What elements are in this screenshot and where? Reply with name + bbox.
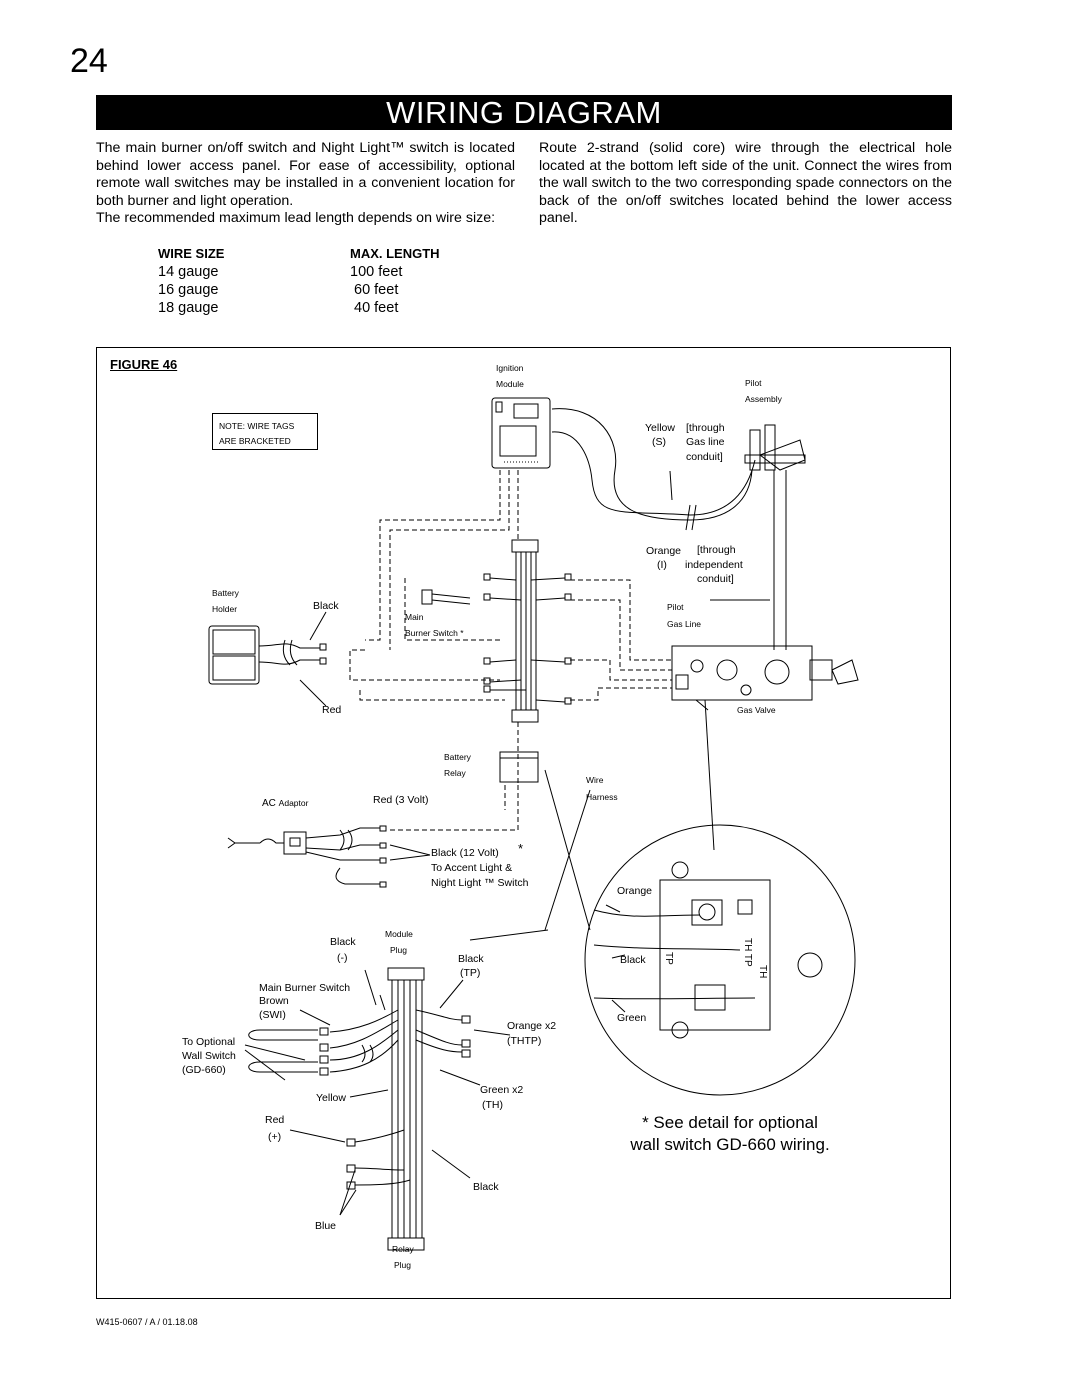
gas-valve-icon [672, 646, 858, 700]
conduit-label: conduit] [686, 451, 723, 463]
module-plug-label: Plug [390, 945, 408, 955]
i-label: (I) [657, 559, 667, 571]
detail-orange-label: Orange [617, 885, 653, 897]
mp-black2-label: Black [458, 953, 484, 965]
pilot-gas-line-label: Pilot [667, 602, 684, 612]
mp-tp-label: (TP) [460, 967, 481, 979]
red-label: Red [322, 704, 342, 716]
detail-black-label: Black [620, 954, 646, 966]
module-plug-label: Module [385, 929, 413, 939]
s-label: (S) [652, 436, 666, 448]
note-line: ARE BRACKETED [219, 436, 291, 446]
detail-tp-label: TP [663, 952, 674, 965]
wire-size-cell: 14 gauge [158, 264, 219, 280]
accent-light-label: To Accent Light & [431, 862, 513, 874]
ignition-module-label: Module [496, 379, 524, 389]
wire-size-header: WIRE SIZE [158, 246, 225, 261]
detail-thtp-label: TH TP [742, 938, 753, 967]
main-burner-switch-icon [422, 590, 470, 604]
asterisk-label: * [518, 841, 524, 856]
intro-left-paragraph-2: The recommended maximum lead length depends on wire size: [96, 210, 496, 226]
mp-blue-label: Blue [315, 1220, 337, 1232]
battery-holder-label: Holder [212, 604, 238, 614]
intro-right-paragraph: Route 2-strand (solid core) wire through the electrical hole located at the bottom left side of the unit. Connect the wires from the wall switch to the two corresponding spade connectors on the back of the on/off switches located behind the lower access panel. [539, 140, 952, 226]
main-switch-label: Main [405, 612, 424, 622]
yellow-label: Yellow [645, 422, 675, 434]
wire-size-cell: 18 gauge [158, 300, 219, 316]
wire-size-cell: 16 gauge [158, 282, 219, 298]
note-box [212, 413, 318, 450]
pilot-assembly-icon [745, 425, 805, 650]
through-label: [through [697, 544, 736, 556]
black-label: Black [313, 600, 339, 612]
red-3v-label: Red (3 Volt) [373, 794, 429, 806]
independent-label: independent [685, 559, 743, 571]
pilot-assembly-label: Assembly [745, 394, 782, 404]
mp-orange-label: Orange x2 [507, 1020, 557, 1032]
mp-black-label: Black [330, 936, 356, 948]
detail-note-line: * See detail for optional [642, 1113, 818, 1132]
max-length-header: MAX. LENGTH [350, 246, 440, 261]
figure-label: FIGURE 46 [110, 357, 178, 372]
battery-relay-label: Relay [444, 768, 466, 778]
mp-brown-label: Brown [259, 995, 289, 1007]
main-switch-label: Burner Switch * [405, 628, 464, 638]
wire-harness-icon [484, 540, 571, 722]
mp-green-label: Green x2 [480, 1084, 524, 1096]
mp-black3-label: Black [473, 1181, 499, 1193]
mp-minus-label: (-) [337, 952, 348, 964]
mp-plus-label: (+) [268, 1131, 282, 1143]
detail-note [600, 1112, 860, 1156]
mp-to-optional-label: To Optional [182, 1036, 236, 1048]
note-line: NOTE: WIRE TAGS [219, 421, 295, 431]
max-length-cell: 60 feet [354, 282, 399, 298]
detail-note-line: wall switch GD-660 wiring. [630, 1135, 830, 1154]
gas-valve-label: Gas Valve [737, 705, 776, 715]
battery-relay-icon [500, 752, 538, 782]
ac-adaptor-label: AC Adaptor [262, 798, 309, 809]
wire-harness-label: Wire [586, 775, 604, 785]
title-text: WIRING DIAGRAM [386, 95, 662, 130]
black-12v-label: Black (12 Volt) [431, 847, 499, 859]
ac-adaptor-icon [228, 826, 386, 887]
gas-line-label: Gas line [686, 436, 725, 448]
ignition-module-icon [492, 398, 550, 468]
pilot-assembly-label: Pilot [745, 378, 762, 388]
through-label: [through [686, 422, 725, 434]
orange-label: Orange [646, 545, 682, 557]
pilot-gas-line-label: Gas Line [667, 619, 702, 629]
max-length-cell: 40 feet [354, 300, 399, 316]
relay-plug-label: Relay [392, 1244, 414, 1254]
wire-harness-label: Harness [586, 792, 618, 802]
mp-yellow-label: Yellow [316, 1092, 346, 1104]
page-number: 24 [70, 42, 108, 80]
mp-main-switch-label: Main Burner Switch [259, 982, 351, 994]
mp-red-label: Red [265, 1114, 285, 1126]
ignition-module-label: Ignition [496, 363, 524, 373]
conduit-label: conduit] [697, 573, 734, 585]
document-code: W415-0607 / A / 01.18.08 [96, 1317, 198, 1327]
battery-holder-icon [209, 626, 326, 684]
battery-relay-label: Battery [444, 752, 471, 762]
mp-swi-label: (SWI) [259, 1009, 286, 1021]
mp-thtp-label: (THTP) [507, 1035, 542, 1047]
mp-to-optional-label: (GD-660) [182, 1064, 226, 1076]
relay-plug-label: Plug [394, 1260, 412, 1270]
mp-th-label: (TH) [482, 1099, 503, 1111]
battery-holder-label: Battery [212, 588, 239, 598]
max-length-cell: 100 feet [350, 264, 403, 280]
detail-green-label: Green [617, 1012, 647, 1024]
intro-left-paragraph: The main burner on/off switch and Night Light™ switch is located behind lower access panel. For ease of accessibility, optional remote wall switches may be installed in a convenient location for both burner and light operation. [96, 140, 515, 209]
detail-th-label: TH [757, 965, 768, 979]
mp-to-optional-label: Wall Switch [182, 1050, 236, 1062]
accent-light-label: Night Light ™ Switch [431, 877, 529, 889]
